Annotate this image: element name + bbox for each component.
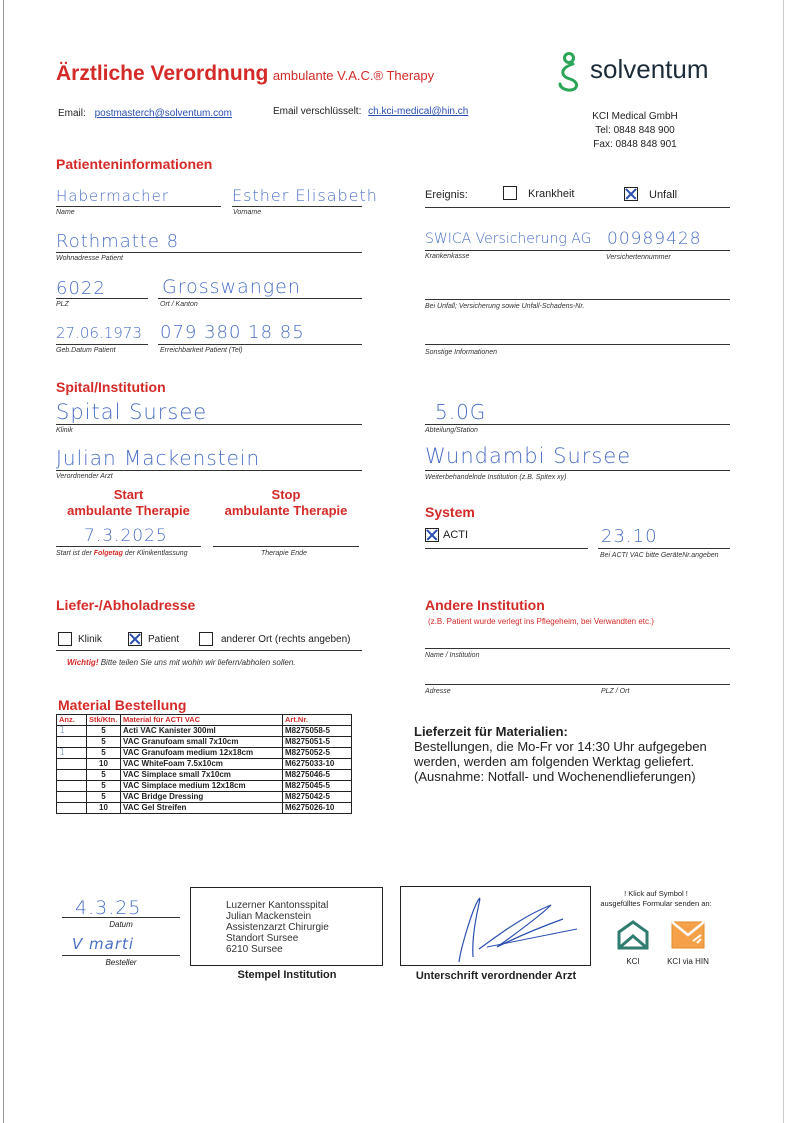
geraet-label: Bei ACTI VAC bitte GeräteNr.angeben — [600, 552, 719, 559]
stop-title-2: ambulante Therapie — [224, 503, 348, 518]
andere-name-label: Name / Institution — [425, 652, 480, 659]
kci-hin-label: KCI via HIN — [667, 957, 709, 966]
form-title — [56, 62, 434, 86]
sonstige-label: Sonstige Informationen — [425, 349, 497, 356]
anz-cell[interactable]: 1 — [57, 748, 87, 759]
liefer-patient-label: Patient — [148, 634, 180, 645]
stop-title-1: Stop — [271, 487, 301, 502]
patient-vorname-value[interactable]: Esther Elisabeth — [232, 186, 378, 205]
material-table — [56, 714, 352, 814]
col-material: Material für ACTI VAC — [121, 715, 283, 726]
therapie-ende-label: Therapie Ende — [261, 550, 307, 557]
klinik-label: Klinik — [56, 427, 73, 434]
patient-name-value[interactable]: Habermacher — [56, 187, 170, 205]
acti-checkbox[interactable] — [425, 528, 439, 542]
artnr-cell: M8275052-5 — [283, 748, 352, 759]
patient-name-label: Name — [56, 209, 75, 216]
patient-address-label: Wohnadresse Patient — [56, 255, 123, 262]
email-enc-label: Email verschlüsselt: — [273, 106, 362, 117]
material-cell: VAC Simplace small 7x10cm — [121, 770, 283, 781]
stempel-text — [226, 900, 329, 955]
patient-dob-label: Geb.Datum Patient — [56, 347, 116, 354]
material-cell: Acti VAC Kanister 300ml — [121, 726, 283, 737]
artnr-cell: M8275051-5 — [283, 737, 352, 748]
patient-plz-value[interactable]: 6022 — [56, 278, 106, 299]
kci-label: KCI — [626, 957, 640, 966]
solventum-logo — [552, 50, 722, 92]
start-therapie-title — [56, 487, 201, 519]
stk-cell: 5 — [87, 726, 121, 737]
liefer-anderer-label: anderer Ort (rechts angeben) — [221, 634, 351, 645]
brand-name: solventum — [590, 54, 709, 84]
stamp-line: 6210 Sursee — [226, 944, 283, 955]
page-edge-right — [783, 0, 784, 1123]
stk-cell: 10 — [87, 759, 121, 770]
anz-cell[interactable] — [57, 770, 87, 781]
krankheit-checkbox[interactable] — [503, 186, 517, 200]
company-tel: Tel: 0848 848 900 — [595, 125, 675, 136]
liefer-anderer-checkbox[interactable] — [199, 632, 213, 646]
artnr-cell: M8275058-5 — [283, 726, 352, 737]
lieferzeit-line3: (Ausnahme: Notfall- und Wochenendlieferungen) — [414, 769, 696, 784]
stamp-line: Standort Sursee — [226, 933, 299, 944]
artnr-cell: M8275042-5 — [283, 792, 352, 803]
abteilung-value[interactable]: 5.0G — [435, 400, 487, 424]
andere-plz-label: PLZ / Ort — [601, 688, 630, 695]
unterschrift-label: Unterschrift verordnender Arzt — [415, 970, 577, 982]
liefer-hinweis — [67, 658, 296, 667]
company-contact — [560, 110, 710, 152]
anz-cell[interactable] — [57, 759, 87, 770]
lieferzeit-line1: Bestellungen, die Mo-Fr vor 14:30 Uhr aufgegeben — [414, 739, 707, 754]
patient-ort-value[interactable]: Grosswangen — [162, 276, 301, 298]
title-main: Ärztliche Verordnung — [56, 62, 269, 85]
material-cell: VAC Granufoam medium 12x18cm — [121, 748, 283, 759]
start-title-2: ambulante Therapie — [67, 503, 190, 518]
liefer-patient-checkbox[interactable] — [128, 632, 142, 646]
email-enc-row — [273, 106, 468, 117]
col-artnr: Art.Nr. — [283, 715, 352, 726]
material-cell: VAC Granufoam small 7x10cm — [121, 737, 283, 748]
table-row — [57, 770, 352, 781]
arzt-value[interactable]: Julian Mackenstein — [56, 446, 261, 470]
anz-cell[interactable] — [57, 792, 87, 803]
table-row — [57, 781, 352, 792]
kci-hin-mail-icon — [671, 921, 705, 949]
material-section-title: Material Bestellung — [58, 697, 187, 713]
email-label: Email: — [58, 108, 86, 119]
company-fax: Fax: 0848 848 901 — [593, 139, 677, 150]
acti-label: ACTI — [443, 529, 469, 541]
andere-adresse-label: Adresse — [425, 688, 451, 695]
table-row — [57, 759, 352, 770]
col-anz: Anz. — [57, 715, 87, 726]
artnr-cell: M6275033-10 — [283, 759, 352, 770]
arzt-label: Verordnender Arzt — [56, 473, 113, 480]
anz-cell[interactable]: 1 — [57, 726, 87, 737]
company-name: KCI Medical GmbH — [592, 111, 678, 122]
kci-hin-send-button[interactable] — [671, 921, 705, 954]
stk-cell: 10 — [87, 803, 121, 814]
unfall-label: Unfall — [649, 189, 678, 201]
stamp-line: Assistenzarzt Chirurgie — [226, 922, 329, 933]
patient-ort-label: Ort / Kanton — [160, 301, 198, 308]
stempel-box[interactable] — [190, 887, 383, 966]
unfall-checkbox[interactable] — [624, 187, 638, 201]
table-row — [57, 737, 352, 748]
signature-drawing — [401, 887, 590, 965]
krankenkasse-label: Krankenkasse — [425, 253, 470, 260]
page-edge — [3, 0, 4, 1123]
table-row — [57, 726, 352, 737]
stamp-line: Luzerner Kantonsspital — [226, 900, 329, 911]
patient-dob-value[interactable]: 27.06.1973 — [56, 324, 142, 342]
weiterbehandelnde-label: Weiterbehandelnde Institution (z.B. Spitex xy) — [425, 474, 567, 481]
kci-mail-icon — [617, 920, 649, 950]
send-info — [596, 889, 716, 909]
anz-cell[interactable] — [57, 803, 87, 814]
stk-cell: 5 — [87, 748, 121, 759]
start-label — [56, 550, 188, 557]
besteller-label: Besteller — [105, 958, 137, 967]
anz-cell[interactable] — [57, 781, 87, 792]
patient-tel-label: Erreichbarkeit Patient (Tel) — [160, 347, 243, 354]
email-link[interactable]: postmasterch@solventum.com — [94, 108, 232, 119]
kci-send-button[interactable] — [617, 920, 649, 955]
wichtig-label: Wichtig! — [67, 658, 99, 667]
artnr-cell: M8275045-5 — [283, 781, 352, 792]
email-enc-link[interactable]: ch.kci-medical@hin.ch — [368, 106, 469, 117]
patient-address-value[interactable]: Rothmatte 8 — [56, 231, 180, 252]
stamp-line: Julian Mackenstein — [226, 911, 312, 922]
krankenkasse-value[interactable]: SWICA Versicherung AG — [425, 231, 592, 247]
liefer-section-title: Liefer-/Abholadresse — [56, 597, 196, 613]
solventum-s-icon — [552, 50, 592, 92]
start-label-c: der Klinikentlassung — [124, 550, 188, 557]
weiterbehandelnde-value[interactable]: Wundambi Sursee — [425, 444, 632, 468]
versichertennummer-label: Versichertennummer — [606, 254, 671, 261]
title-sub: ambulante V.A.C.® Therapy — [272, 68, 435, 83]
stempel-label: Stempel Institution — [237, 969, 337, 981]
lieferzeit-info — [414, 724, 707, 784]
stop-therapie-title — [213, 487, 359, 519]
artnr-cell: M8275046-5 — [283, 770, 352, 781]
krankheit-label: Krankheit — [528, 188, 575, 200]
klick-line1: ! Klick auf Symbol ! — [624, 889, 688, 898]
table-row — [57, 748, 352, 759]
besteller-value[interactable]: V marti — [72, 935, 135, 953]
spital-section-title: Spital/Institution — [56, 379, 166, 395]
table-row — [57, 792, 352, 803]
anz-cell[interactable] — [57, 737, 87, 748]
stk-cell: 5 — [87, 770, 121, 781]
patient-tel-value[interactable]: 079 380 18 85 — [160, 322, 305, 343]
stk-cell: 5 — [87, 792, 121, 803]
table-row — [57, 803, 352, 814]
abteilung-label: Abteilung/Station — [425, 427, 478, 434]
patient-plz-label: PLZ — [56, 301, 69, 308]
ereignis-label: Ereignis: — [425, 189, 468, 201]
material-cell: VAC Gel Streifen — [121, 803, 283, 814]
lieferzeit-title: Lieferzeit für Materialien: — [414, 724, 568, 739]
unterschrift-box[interactable] — [400, 886, 591, 966]
liefer-klinik-label: Klinik — [78, 634, 102, 645]
start-label-folgetag: Folgetag — [93, 550, 123, 557]
start-date-value[interactable]: 7.3.2025 — [84, 526, 168, 546]
patient-section-title: Patienteninformationen — [56, 156, 213, 172]
material-cell: VAC Bridge Dressing — [121, 792, 283, 803]
material-header-row — [57, 715, 352, 726]
lieferzeit-line2: werden, werden am folgenden Werktag geliefert. — [414, 754, 695, 769]
geraet-value[interactable]: 23.10 — [601, 526, 658, 547]
material-cell: VAC WhiteFoam 7.5x10cm — [121, 759, 283, 770]
datum-value[interactable]: 4.3.25 — [75, 897, 142, 919]
start-label-a: Start ist der — [56, 550, 92, 557]
unfall-versicherung-label: Bei Unfall; Versicherung sowie Unfall-Schadens-Nr. — [425, 303, 585, 310]
hinweis-text: Bitte teilen Sie uns mit wohin wir liefern/abholen sollen. — [100, 658, 296, 667]
material-cell: VAC Simplace medium 12x18cm — [121, 781, 283, 792]
datum-label: Datum — [109, 920, 133, 929]
klick-line2: ausgefülltes Formular senden an: — [600, 899, 712, 908]
email-row — [58, 108, 232, 119]
stk-cell: 5 — [87, 737, 121, 748]
artnr-cell: M6275026-10 — [283, 803, 352, 814]
patient-vorname-label: Vorname — [233, 209, 262, 216]
liefer-klinik-checkbox[interactable] — [58, 632, 72, 646]
stk-cell: 5 — [87, 781, 121, 792]
versichertennummer-value[interactable]: 00989428 — [607, 229, 702, 249]
andere-section-title: Andere Institution — [425, 597, 545, 613]
col-stk: Stk/Ktn. — [87, 715, 121, 726]
andere-note: (z.B. Patient wurde verlegt ins Pflegeheim, bei Verwandten etc.) — [428, 617, 654, 626]
klinik-value[interactable]: Spital Sursee — [56, 400, 208, 424]
start-title-1: Start — [113, 487, 144, 502]
system-section-title: System — [425, 504, 475, 520]
